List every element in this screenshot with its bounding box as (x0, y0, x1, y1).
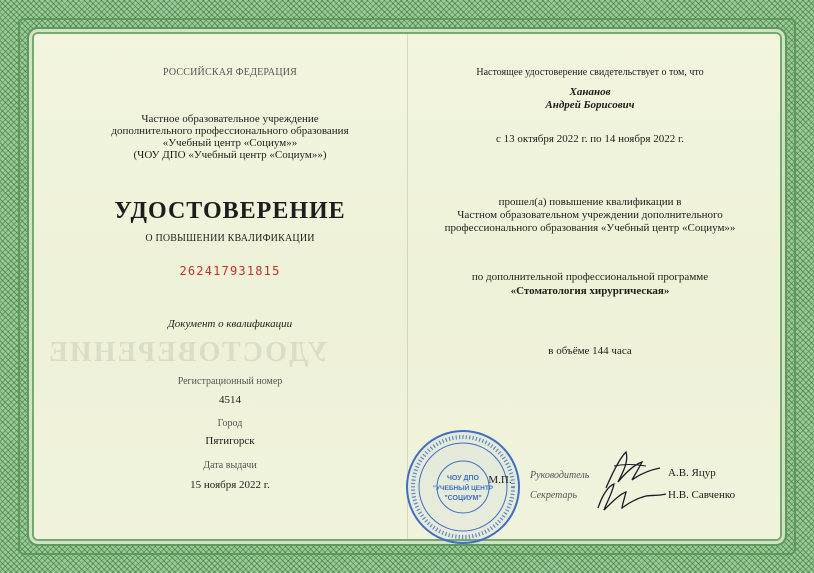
head-label: Руководитель (530, 470, 590, 481)
org-line-2: дополнительного профессионального образования (111, 125, 349, 137)
program-intro: по дополнительной профессиональной программе (471, 271, 709, 283)
secretary-signature (592, 478, 672, 518)
secretary-name: Н.В. Савченко (668, 489, 736, 501)
city-value: Пятигорск (205, 435, 255, 447)
registration-number: 4514 (219, 394, 241, 406)
registration-label: Регистрационный номер (177, 376, 283, 387)
certifies-line: Настоящее удостоверение свидетельствует о том, что (476, 67, 704, 78)
secretary-label: Секретарь (530, 490, 578, 501)
document-type: Документ о квалификации (167, 318, 293, 330)
qualification-line-1: прошел(а) повышение квалификации в (498, 196, 682, 208)
document-title: УДОСТОВЕРЕНИЕ (114, 198, 346, 224)
org-line-1: Частное образовательное учреждение (141, 113, 319, 125)
serial-number: 262417931815 (179, 264, 281, 278)
issue-date-value: 15 ноября 2022 г. (190, 479, 270, 491)
stamp-line-2: "УЧЕБНЫЙ ЦЕНТР (432, 485, 494, 492)
seal-stamp (404, 428, 522, 546)
document-subtitle: О ПОВЫШЕНИИ КВАЛИФИКАЦИИ (145, 233, 315, 244)
head-name: А.В. Яцур (668, 467, 716, 479)
stamp-line-3: "СОЦИУМ" (444, 495, 482, 502)
org-line-4: (ЧОУ ДПО «Учебный центр «Социум»») (133, 149, 327, 161)
program-name: «Стоматология хирургическая» (510, 285, 670, 297)
org-line-3: «Учебный центр «Социум»» (162, 137, 298, 149)
holder-name: Андрей Борисович (545, 99, 635, 111)
qualification-line-2: Частном образовательном учреждении дополнительного (457, 209, 723, 221)
qualification-line-3: профессионального образования «Учебный центр «Социум»» (444, 222, 736, 234)
holder-surname: Хананов (569, 86, 611, 98)
course-hours: в объёме 144 часа (548, 345, 632, 357)
issue-date-label: Дата выдачи (203, 460, 257, 471)
country-label: РОССИЙСКАЯ ФЕДЕРАЦИЯ (162, 67, 298, 78)
training-period: с 13 октября 2022 г. по 14 ноября 2022 г. (495, 133, 685, 145)
city-label: Город (217, 418, 243, 429)
mirrored-watermark: УДОСТОВЕРЕНИЕ (47, 337, 328, 368)
stamp-line-1: ЧОУ ДПО (447, 475, 479, 482)
mp-label: М.П. (488, 474, 512, 486)
